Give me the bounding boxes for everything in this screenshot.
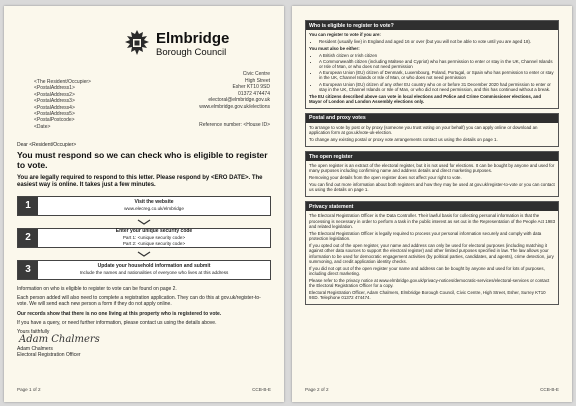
recipient-line: <The Resident/Occupier> <box>34 79 91 85</box>
section-heading: The open register <box>306 152 558 161</box>
step-title: Update your household information and submit <box>97 263 211 270</box>
privacy-section <box>305 201 559 305</box>
recipient-line: <PostalAddress1> <box>34 85 75 92</box>
page-number: Page 1 of 2 <box>17 387 41 392</box>
council-phone: 01372 474474 <box>238 90 270 97</box>
letter-date: <Date> <box>34 123 51 130</box>
postal-paragraph: To arrange to vote by post or by proxy (someone you trust voting on your behalf) you can apply online or download an application form at gov.uk/vote-uk-election. <box>309 124 538 136</box>
eligibility-item: • A European Union (EU) citizen of any other EU country who on or before 31 December 2020 had permission to enter or stay in the UK, Channel Islands or Isle of Man, or who did not need permission, and this has continued without a break. <box>319 82 555 93</box>
recipient-line: <PostalAddress4> <box>34 104 75 111</box>
eligibility-section <box>305 20 559 109</box>
eligibility-note: Information on who is eligible to register to vote can be found on page 2. <box>17 285 177 292</box>
page-number: Page 2 of 2 <box>305 387 329 392</box>
query-note: If you have a query, or need further information, please contact us using the details above. <box>17 319 217 326</box>
step-website-link[interactable]: www.elecreg.co.uk/elmbridge <box>124 205 184 211</box>
recipient-line: <PostalPostcode> <box>34 117 75 124</box>
postal-paragraph: To change any existing postal or proxy vote arrangements contact us using the details on page 1. <box>309 137 498 143</box>
letter-body <box>17 142 271 358</box>
privacy-paragraph: The Electoral Registration Officer is the Data Controller. Their lawful basis for collecting personal information is that the processing is necessary in order to perform a task in the public interest as set out in the Representation of the People Act 1983 and related legislation. <box>309 213 556 229</box>
salutation: Dear <Resident/Occupier> <box>17 142 77 148</box>
open-register-paragraph: You can find out more information about both registers and how they may be used at gov.uk/register-to-vote or you can contact us using the details on page 1. <box>309 182 555 193</box>
step-number: 3 <box>18 261 38 279</box>
council-crest-icon <box>122 28 152 58</box>
open-register-paragraph: The open register is an extract of the electoral register, but it is not used for elections. It can be bought by anyone and used for many purposes including confirming name and address details and direct marketing purposes. <box>309 163 555 174</box>
eligibility-item: • A European Union (EU) citizen of Denmark, Luxembourg, Poland, Portugal, or Spain who has permission to enter or stay in the UK, Channel Islands or Isle of Man, or who does not need permission <box>319 70 555 81</box>
letter-page-1 <box>4 6 284 402</box>
records-note: Our records show that there is no one living at this property who is registered to vote. <box>17 310 222 317</box>
recipient-address <box>34 79 91 130</box>
eligibility-intro: You can register to vote if you are: <box>309 32 381 37</box>
chevron-down-icon <box>17 218 271 226</box>
reference-number: Reference number: <House ID> <box>199 122 270 128</box>
eu-citizens-note: The EU citizens described above can vote in local elections and Police and Crime Commissioner elections, and Mayor of London and London Assembly elections only. <box>309 93 542 105</box>
privacy-paragraph: The Electoral Registration Officer is legally required to process your personal information securely and comply with data protection legislation. <box>309 230 542 242</box>
open-register-paragraph: Removing your details from the open register does not affect your right to vote. <box>309 175 462 181</box>
postal-proxy-section <box>305 113 559 147</box>
council-logo <box>122 28 272 68</box>
step-2-box <box>17 228 271 248</box>
security-code-part-2: Part 2: <unique security code> <box>122 240 186 246</box>
step-title: Visit the website <box>134 199 174 206</box>
council-name: Elmbridge <box>156 30 230 47</box>
privacy-paragraph: If you opted out of the open register, your name and address can only be used for electoral purposes (including matching it against other data sources to support the electoral register) and other limited purposes specified in law. The law allows your information to be used for democratic engagement activities (by political parties, candidates, and agents), crime detection, jury summoning, and credit application identity checks. <box>309 242 554 264</box>
council-website[interactable]: www.elmbridge.gov.uk/elections <box>199 103 270 110</box>
privacy-paragraph: Please refer to the privacy notice at www.elmbridge.gov.uk/privacy-notices/democratic-services/electoral-services or contact the Electoral Registration Officer for a copy. <box>309 277 550 289</box>
security-code-part-1: Part 1: <unique security code> <box>122 234 186 240</box>
eligibility-item: • Resident (usually live) in England and aged 16 or over (but you will not be able to vote until you are aged 18). <box>319 39 555 44</box>
council-subtitle: Borough Council <box>156 47 227 58</box>
page-footer <box>17 387 271 392</box>
recipient-line: <PostalAddress5> <box>34 111 75 118</box>
privacy-paragraph: If you did not opt out of the open register your name and address can be bought by anyone and used for lots of purposes, including direct marketing. <box>309 265 545 277</box>
eligibility-item: • A British citizen or Irish citizen <box>319 53 555 58</box>
council-address-line: Esher KT10 9SD <box>232 84 270 91</box>
eligibility-also: You must also be either: <box>309 45 360 51</box>
signer-title: Electoral Registration Officer <box>17 352 81 359</box>
form-code: CCB-B-E <box>540 387 559 392</box>
letter-heading: You must respond so we can check who is eligible to register to vote. <box>17 150 268 171</box>
section-heading: Postal and proxy votes <box>306 114 558 123</box>
section-heading: Privacy statement <box>306 202 558 211</box>
section-heading: Who is eligible to register to vote? <box>306 21 558 30</box>
step-description: Include the names and nationalities of everyone who lives at this address <box>79 269 229 275</box>
letter-page-2 <box>292 6 572 402</box>
closing: Yours faithfully <box>17 329 50 336</box>
step-number: 2 <box>18 229 38 247</box>
form-code: CCB-B-E <box>252 387 271 392</box>
open-register-section <box>305 151 559 197</box>
signer-name: Adam Chalmers <box>17 345 53 352</box>
step-title: Enter your unique security code <box>115 228 193 235</box>
council-address-line: High Street <box>244 77 270 84</box>
step-number: 1 <box>18 197 38 215</box>
step-1-box <box>17 196 271 216</box>
step-3-box <box>17 260 271 280</box>
recipient-line: <PostalAddress2> <box>34 91 75 98</box>
council-address-line: Civic Centre <box>242 71 270 77</box>
council-email[interactable]: electoral@elmbridge.gov.uk <box>208 97 270 104</box>
new-person-note: Each person added will also need to complete a registration application. They can do this at gov.uk/register-to-vote. We will send each new person a form if they do not apply online. <box>17 295 261 308</box>
legal-notice: You are legally required to respond to this letter. Please respond by <ERO DATE>. The easiest way is online. It takes just a few minutes. <box>17 174 263 189</box>
recipient-line: <PostalAddress3> <box>34 98 75 105</box>
page-footer <box>305 387 559 392</box>
eligibility-item: • A Commonwealth citizen (including Maltese and Cypriot) who has permission to enter or stay in the UK, Channel Islands or Isle of Man, or who does not need permission <box>319 59 555 70</box>
signature: Adam Chalmers <box>19 334 100 346</box>
chevron-down-icon <box>17 250 271 258</box>
privacy-paragraph: Electoral Registration Officer, Adam Chalmers, Elmbridge Borough Council, Civic Centre, High Street, Esher, Surrey KT10 9SD. Telephone 01372 474474. <box>309 290 546 301</box>
council-address <box>199 71 270 111</box>
